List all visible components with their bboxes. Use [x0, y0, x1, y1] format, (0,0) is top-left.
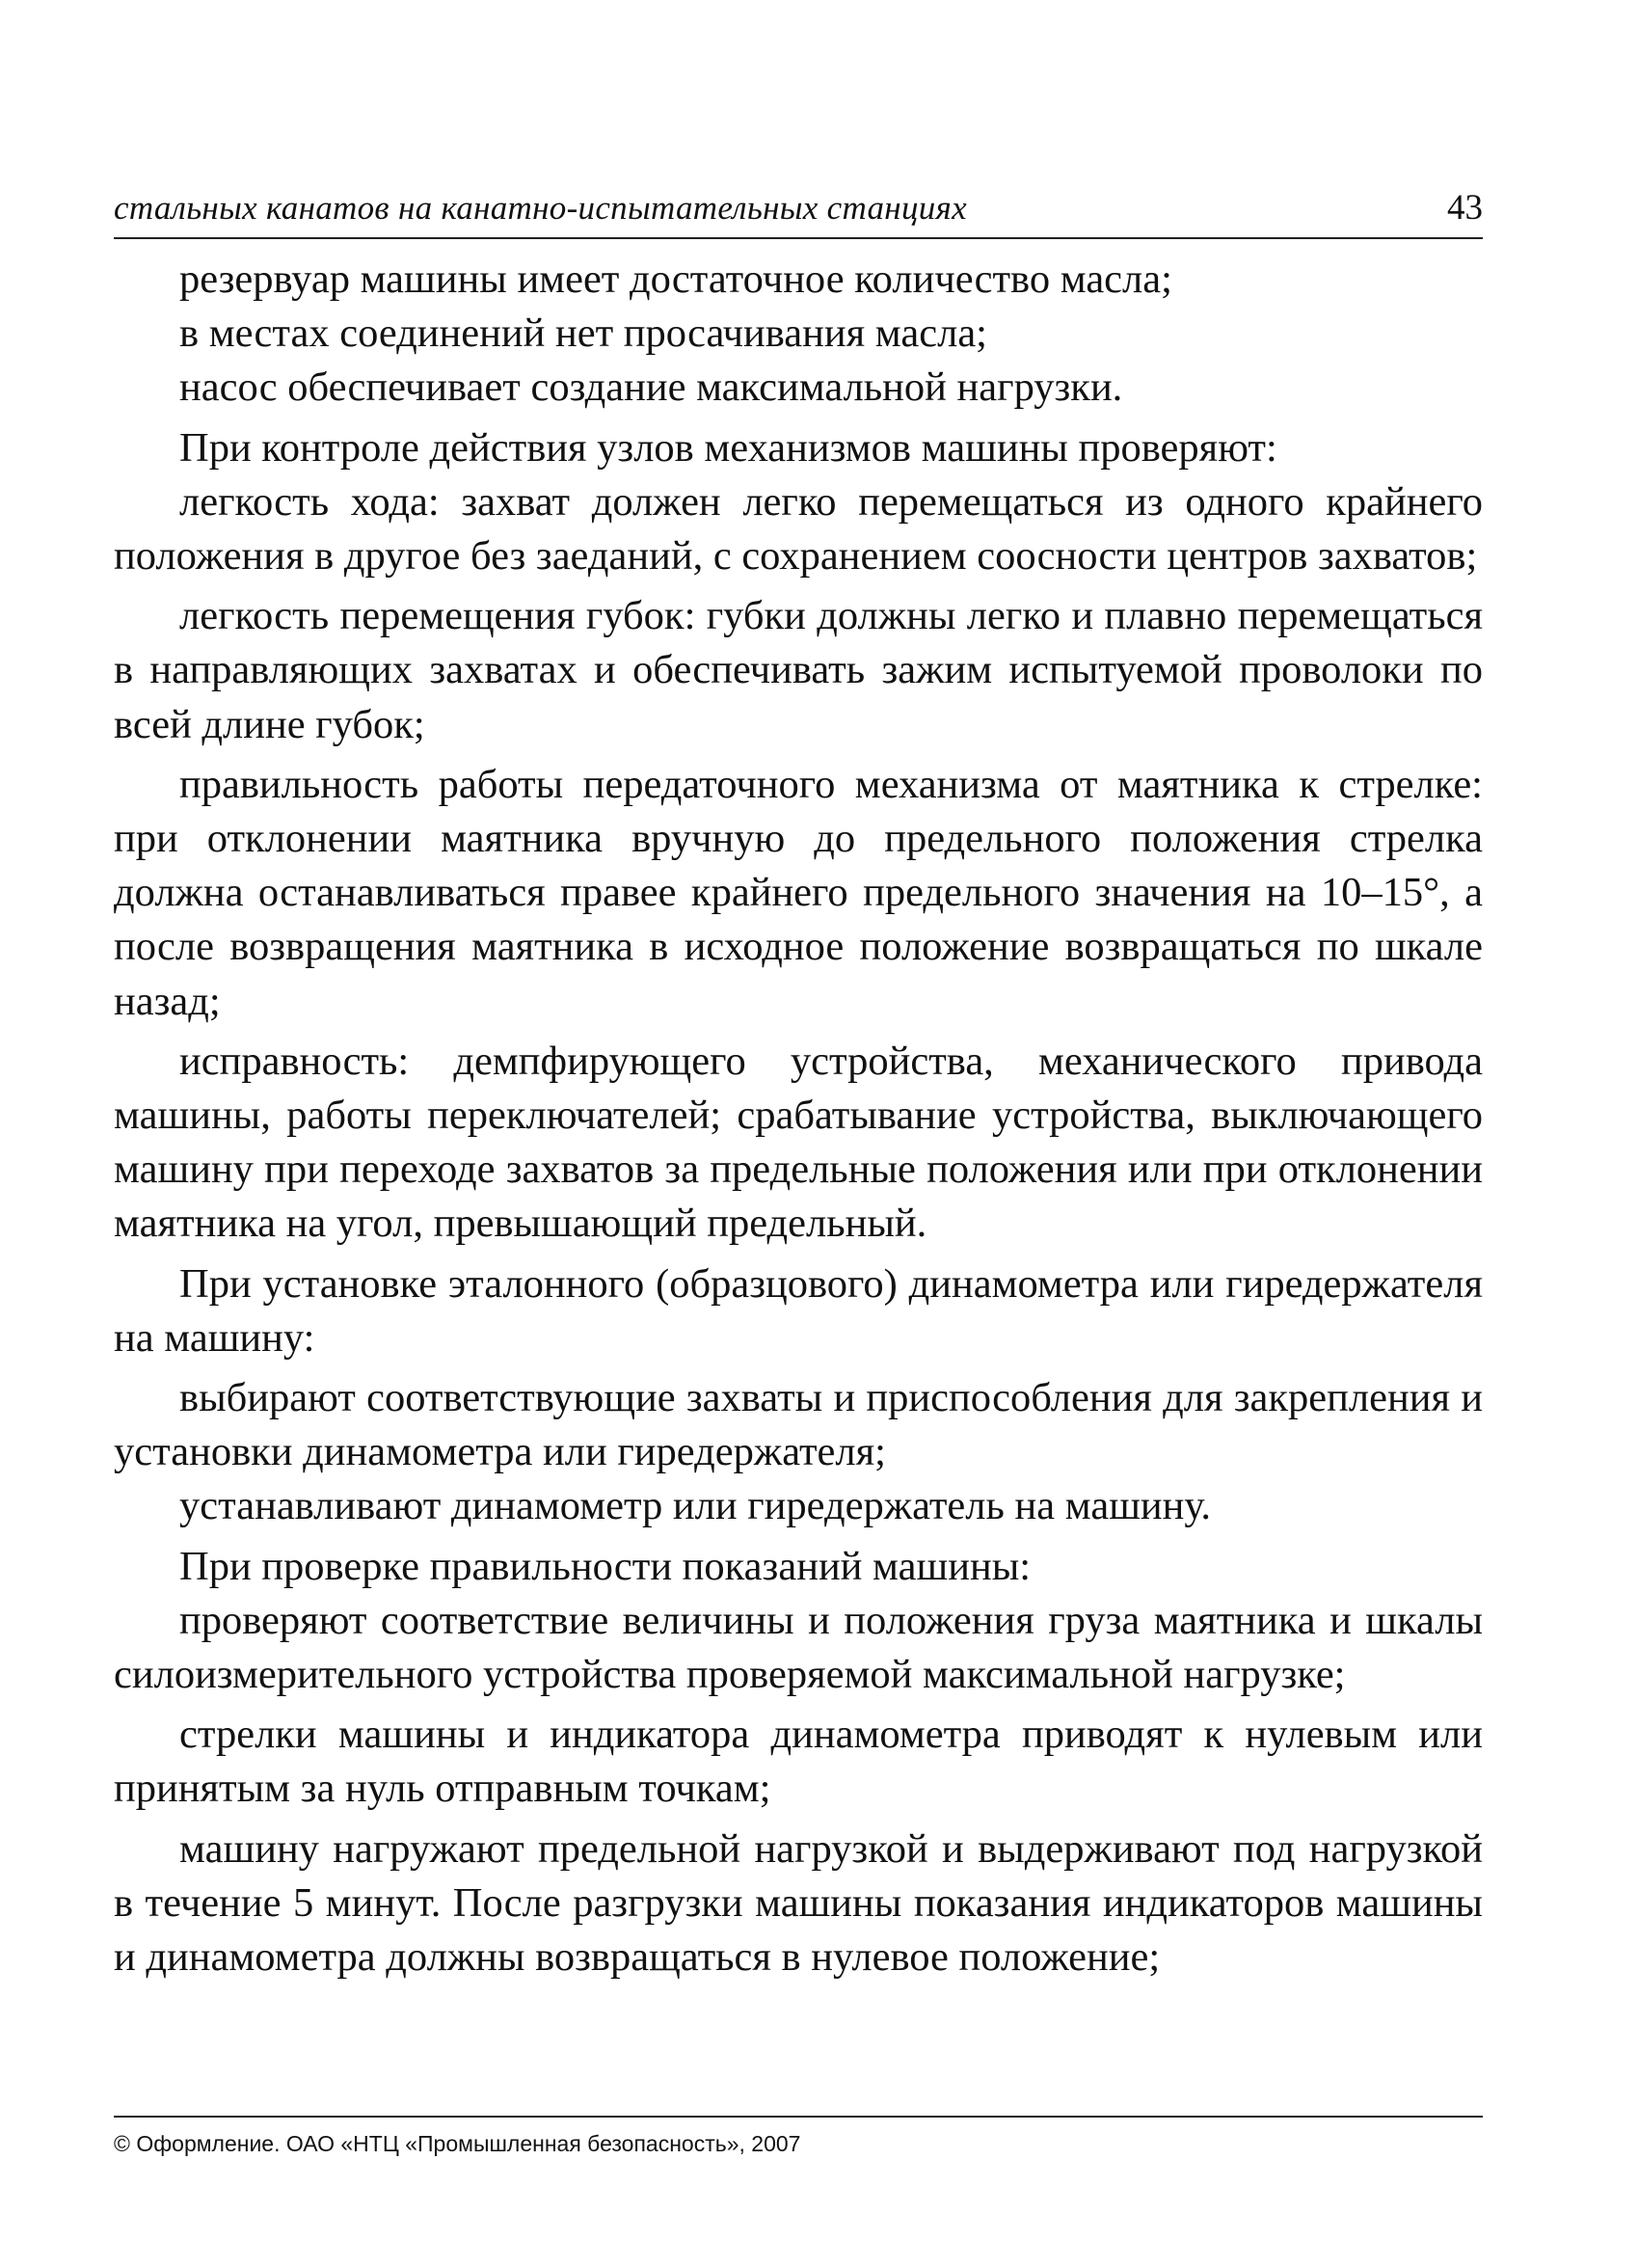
paragraph: легкость хода: захват должен легко перемещаться из одного крайнего положения в другое без заеданий, с сохранением соосности центров захватов; [114, 478, 1483, 580]
page-footer [114, 2116, 1483, 2156]
copyright-notice: © Оформление. ОАО «НТЦ «Промышленная безопасность», 2007 [114, 2131, 801, 2156]
paragraph: выбирают соответствующие захваты и приспособления для закрепления и установки динамометра или гиредержателя; [114, 1375, 1483, 1475]
paragraph: При установке эталонного (образцового) динамометра или гиредержателя на машину: [114, 1260, 1483, 1361]
paragraph: правильность работы передаточного механизма от маятника к стрелке: при отклонении маятника вручную до предельного положения стрелка должна останавливаться правее крайнего предельного значения на 10–15°, а после возвращения маятника в исходное положение возвращаться по шкале назад; [114, 761, 1483, 1024]
paragraph: При контроле действия узлов механизмов машины проверяют: [179, 424, 1277, 471]
paragraph: в местах соединений нет просачивания масла; [179, 310, 987, 357]
paragraph: машину нагружают предельной нагрузкой и выдерживают под нагрузкой в течение 5 минут. После разгрузки машины показания индикаторов машины и динамометра должны возвращаться в нулевое положение; [114, 1825, 1483, 1981]
paragraph: насос обеспечивает создание максимальной нагрузки. [179, 364, 1123, 411]
paragraph: стрелки машины и индикатора динамометра приводят к нулевым или принятым за нуль отправным точкам; [114, 1712, 1483, 1812]
paragraph: При проверке правильности показаний машины: [179, 1543, 1032, 1589]
running-header [114, 183, 1483, 239]
running-title: стальных канатов на канатно-испытательных станциях [114, 189, 967, 227]
body-text [114, 253, 1483, 1984]
paragraph: проверяют соответствие величины и положения груза маятника и шкалы силоизмерительного устройства проверяемой максимальной нагрузке; [114, 1597, 1483, 1698]
paragraph: легкость перемещения губок: губки должны легко и плавно перемещаться в направляющих захватах и обеспечивать зажим испытуемой проволоки по всей длине губок; [114, 593, 1483, 747]
paragraph: резервуар машины имеет достаточное количество масла; [179, 256, 1172, 302]
paragraph: исправность: демпфирующего устройства, механического привода машины, работы переключателей; срабатывание устройства, выключающего машину при переходе захватов за предельные положения или при отклонении маятника на угол, превышающий предельный. [114, 1038, 1483, 1247]
page-number: 43 [1447, 188, 1483, 228]
paragraph: устанавливают динамометр или гиредержатель на машину. [179, 1483, 1212, 1529]
